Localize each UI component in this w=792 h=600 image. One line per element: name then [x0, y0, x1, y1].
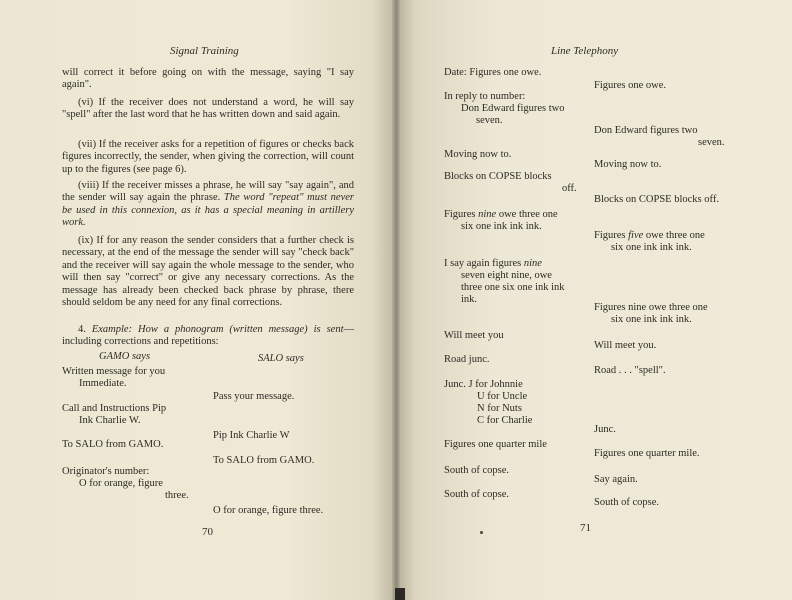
salo-line: To SALO from GAMO.: [213, 455, 315, 466]
left-column-line: Figures one quarter mile: [444, 439, 547, 450]
text-run: owe three one: [643, 230, 705, 241]
gamo-line: To SALO from GAMO.: [62, 439, 164, 450]
right-column-line: Say again.: [594, 474, 638, 485]
example-subtitle: —including corrections and repetitions:: [62, 324, 355, 348]
gamo-line: Originator's number:: [62, 466, 150, 477]
text-run: owe three one: [496, 209, 558, 220]
left-column-line: Junc. J for Johnnie: [444, 379, 523, 390]
right-column-line: Junc.: [594, 424, 616, 435]
gamo-line: Ink Charlie W.: [79, 415, 141, 426]
text-run: Figures: [444, 209, 479, 220]
paragraph-continued: will correct it before going on with the message, saying "I say again".: [62, 67, 354, 91]
right-column-line: Figures one quarter mile.: [594, 448, 700, 459]
left-column-line: U for Uncle: [477, 391, 528, 402]
salo-line: O for orange, figure three.: [213, 505, 324, 516]
text-run: I say again figures: [444, 258, 524, 269]
right-column-line: Figures one owe.: [594, 80, 667, 91]
example-heading: [62, 324, 354, 349]
right-column-line: six one ink ink ink.: [611, 314, 692, 325]
paragraph-viii: [62, 180, 354, 230]
gamo-line: Immediate.: [79, 378, 127, 389]
right-column-line: Road . . . "spell".: [594, 365, 666, 376]
paragraph-viii-italic: The word "repeat" must never be used in this connexion, as it has a special meaning in artillery work.: [62, 192, 354, 229]
left-column-line: South of copse.: [444, 465, 510, 476]
ink-speck: [480, 531, 483, 534]
right-column-line: six one ink ink ink.: [611, 242, 692, 253]
salo-line: Pass your message.: [213, 391, 295, 402]
gamo-line: three.: [165, 490, 189, 501]
right-page: [396, 0, 792, 600]
left-column-line: N for Nuts: [477, 403, 522, 414]
right-column-line: Moving now to.: [594, 159, 662, 170]
left-column-line: off.: [562, 183, 577, 194]
spine-shadow: [395, 588, 405, 600]
right-column-line: seven.: [698, 137, 725, 148]
page-number-right: 71: [580, 522, 591, 534]
left-column-line: In reply to number:: [444, 91, 526, 102]
gamo-line: O for orange, figure: [79, 478, 163, 489]
left-column-line: ink.: [461, 294, 478, 305]
column-header-salo: SALO says: [258, 353, 304, 364]
left-column-line: seven.: [476, 115, 503, 126]
paragraph-viii-text: (viii) If the receiver misses a phrase, he will say "say again", and the sender will say again the phrase.: [62, 180, 354, 204]
left-column-line: Moving now to.: [444, 149, 512, 160]
gamo-line: Written message for you: [62, 366, 166, 377]
running-header-right: Line Telephony: [551, 45, 619, 57]
left-column-line: Road junc.: [444, 354, 490, 365]
left-column-line: Blocks on COPSE blocks: [444, 171, 552, 182]
gamo-line: Call and Instructions Pip: [62, 403, 167, 414]
left-column-line: six one ink ink ink.: [461, 221, 542, 232]
page-number-left: 70: [202, 526, 213, 538]
right-column-line: Will meet you.: [594, 340, 657, 351]
left-column-line: South of copse.: [444, 489, 510, 500]
left-column-line: three one six one ink ink: [461, 282, 565, 293]
text-run-italic: nine: [478, 209, 497, 220]
text-run-italic: nine: [523, 258, 542, 269]
right-column-line: Figures nine owe three one: [594, 302, 708, 313]
left-column-line: Date: Figures one owe.: [444, 67, 542, 78]
running-header-left: Signal Training: [170, 45, 239, 57]
example-number: 4.: [78, 324, 86, 335]
book-gutter: [392, 0, 400, 600]
right-column-line: Don Edward figures two: [594, 125, 698, 136]
left-column-line: Will meet you: [444, 330, 504, 341]
paragraph-vi: (vi) If the receiver does not understand a word, he will say "spell" after the last word that he has written down and said again.: [62, 97, 354, 121]
left-column-line: Don Edward figures two: [461, 103, 565, 114]
paragraph-vii: (vii) If the receiver asks for a repetition of figures or checks back figures incorrectly, the sender, when giving the correction, will count up to the figures (see page 6).: [62, 139, 354, 175]
left-column-line: [444, 258, 542, 270]
left-column-line: [444, 209, 558, 221]
paragraph-ix: (ix) If for any reason the sender considers that a further check is necessary, at the end of the message the sender will say "check back" and the receiver will say again the whole message to the sender, who will then say "correct" or give any necessary corrections. As the message has already been checked back phrase by phrase, there should seldom be any need for any final corrections.: [62, 235, 354, 309]
left-column-line: C for Charlie: [477, 415, 533, 426]
left-column-line: seven eight nine, owe: [461, 270, 552, 281]
text-run: Figures: [594, 230, 629, 241]
right-column-line: Blocks on COPSE blocks off.: [594, 194, 719, 205]
right-column-line: [594, 230, 705, 242]
right-column-line: South of copse.: [594, 497, 660, 508]
example-title: Example: How a phonogram (written message) is sent: [91, 324, 344, 335]
salo-line: Pip Ink Charlie W: [213, 430, 290, 441]
column-header-gamo: GAMO says: [99, 351, 151, 362]
text-run-italic: five: [628, 230, 644, 241]
